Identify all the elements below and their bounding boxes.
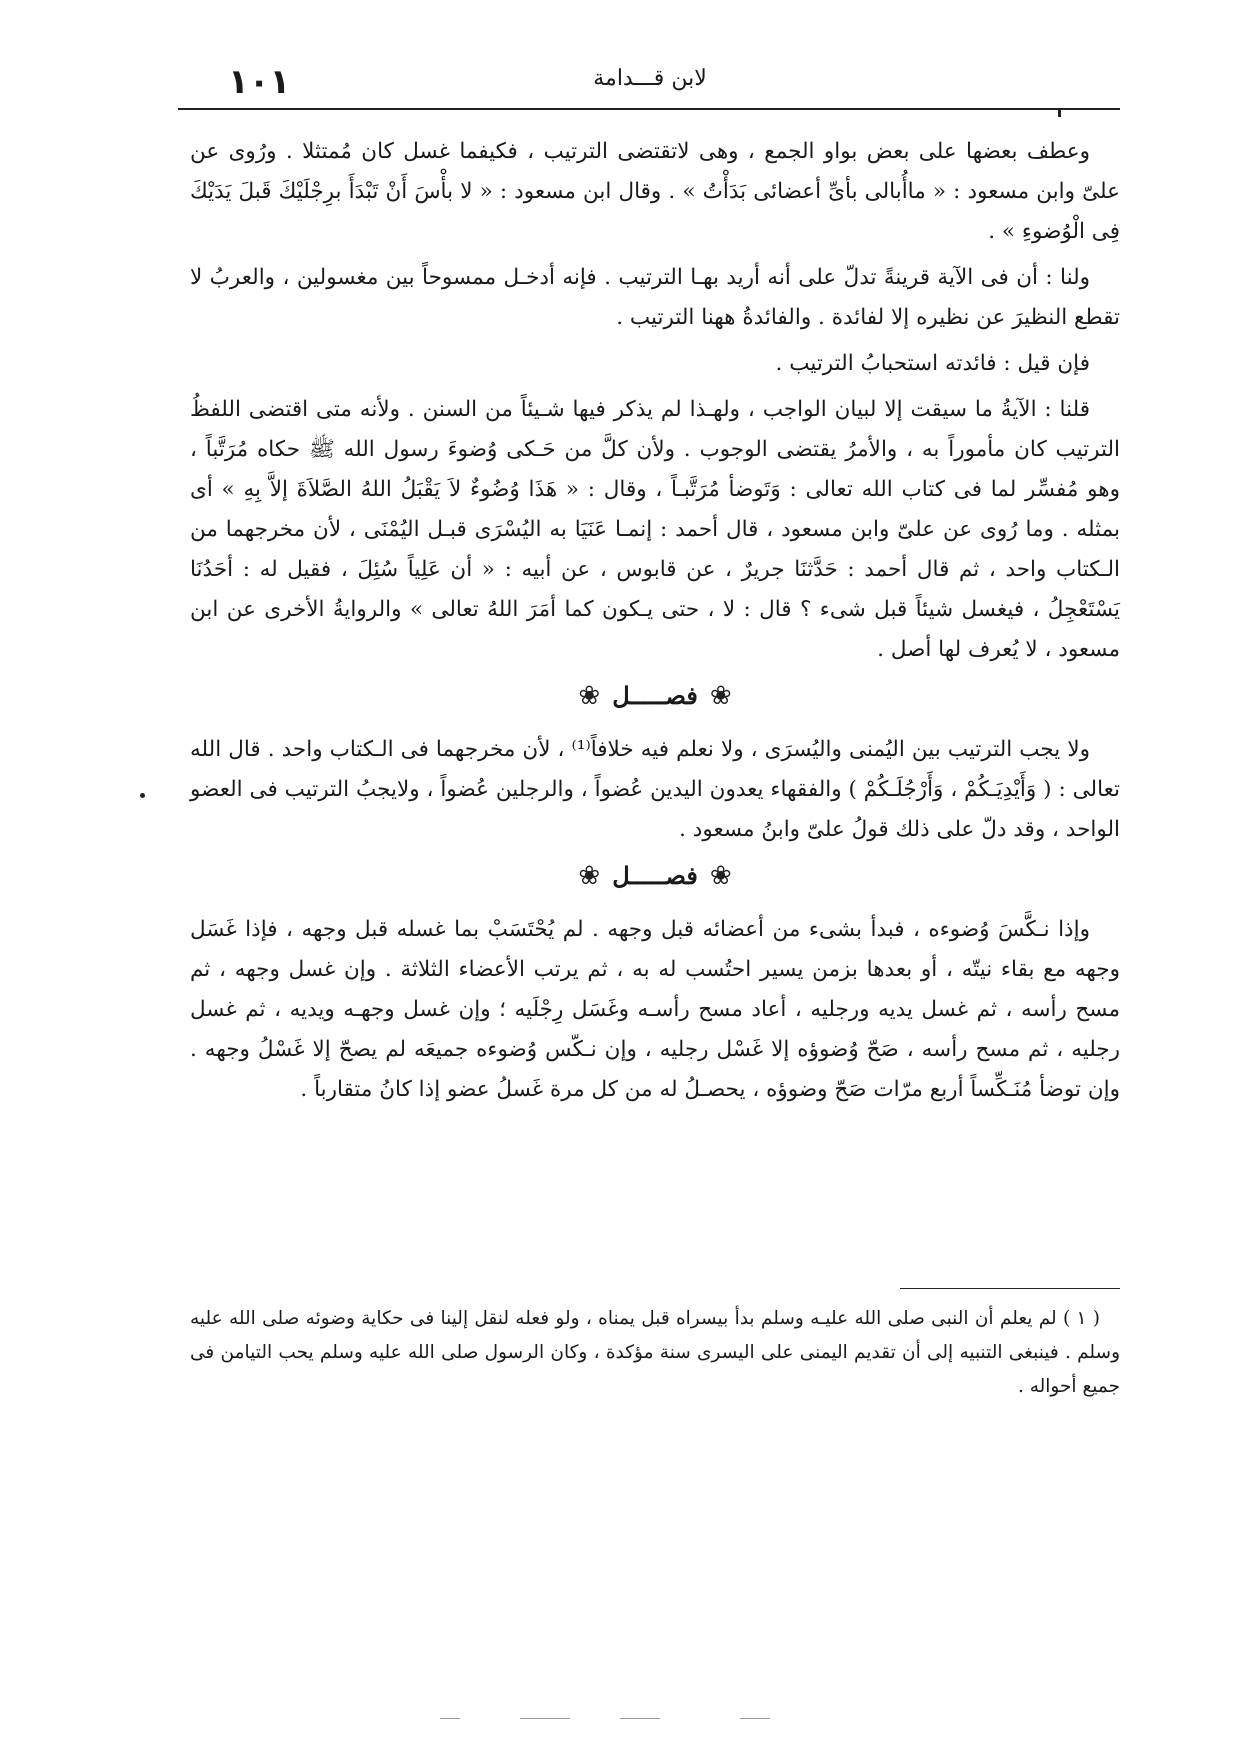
paragraph: ولا يجب الترتيب بين اليُمنى واليُسرَى ، ولا نعلم فيه خلافاً⁽¹⁾ ، لأن مخرجهما فى الـكتاب واحد . قال الله تعالى : ( وَأَيْدِيَـكُمْ ، وَأَرْجُلَـكُمْ ) والفقهاء يعدون اليدين عُضواً ، والرجلين عُضواً ، ولايجبُ الترتيب فى العضو الواحد ، وقد دلّ على ذلك قولُ علىّ وابنُ مسعود . bbox=[190, 737, 1120, 842]
ornament-icon: ❀ bbox=[578, 861, 601, 891]
section-heading-label: فصـــــل bbox=[612, 681, 698, 710]
footnote-rule bbox=[900, 1288, 1120, 1289]
section-heading bbox=[190, 856, 1120, 896]
footnote: ( ١ ) لم يعلم أن النبى صلى الله عليـه وسلم بدأ بيسراه قبل يمناه ، ولو فعله لنقل إلينا فى حكاية وضوئه صلى الله عليه وسلم . فينبغى التنبيه إلى أن تقديم اليمنى على اليسرى سنة مؤكدة ، وكان الرسول صلى الله عليه وسلم يحب التيامن فى جميع أحواله . bbox=[190, 1308, 1120, 1397]
ornament-icon: ❀ bbox=[709, 861, 732, 891]
scan-mark bbox=[440, 1718, 460, 1719]
ornament-icon: ❀ bbox=[578, 681, 601, 711]
running-title: لابن قـــدامة bbox=[593, 66, 707, 91]
paragraph: فإن قيل : فائدته استحبابُ الترتيب . bbox=[775, 351, 1090, 376]
section-heading bbox=[190, 676, 1120, 716]
paragraph: وإذا نـكَّسَ وُضوءه ، فبدأ بشىء من أعضائه قبل وجهه . لم يُحْتَسَبْ بما غسله قبل وجهه ، فإذا غَسَل وجهه مع بقاء نيتّه ، أو بعدها بزمن يسير احتُسب له به ، ثم يرتب الأعضاء الثلاثة . وإن غسل وجهه ، ثم مسح رأسه ، ثم غسل يديه ورجليه ، أعاد مسح رأسـه وغَسَل رِجْلَيه ؛ وإن غسل وجهـه ويديه ، ثم غسل رجليه ، ثم مسح رأسه ، صَحّ وُضوؤه إلا غَسْل رجليه ، وإن نـكّس وُضوءه جميعَه لم يصحّ إلا غَسْلُ وجهه . وإن توضأ مُنَـكِّساً أربع مرّات صَحّ وضوؤه ، يحصـلُ له من كل مرة غَسلُ عضو إذا كانُ متقارباً . bbox=[190, 917, 1120, 1102]
scan-mark bbox=[620, 1718, 660, 1719]
header-rule-mark bbox=[1058, 109, 1061, 117]
paragraph: قلنا : الآيةُ ما سيقت إلا لبيان الواجب ، ولهـذا لم يذكر فيها شـيئاً من السنن . ولأنه متى اقتضى اللفظُ الترتيب كان مأموراً به ، والأمرُ يقتضى الوجوب . ولأن كلَّ من حَـكى وُضوءَ رسول الله ﷺ حكاه مُرَتَّباً ، وهو مُفسِّر لما فى كتاب الله تعالى : وَتَوضأ مُرَتَّبـاً ، وقال : « هَذَا وُضُوءٌ لاَ يَقْبَلُ اللهُ الصَّلاَةَ إلاَّ بِهِ » أى بمثله . وما رُوى عن علىّ وابن مسعود ، قال أحمد : إنمـا عَنَيَا به اليُسْرَى قبـل اليُمْنَى ، لأن مخرجهما من الـكتاب واحد ، ثم قال أحمد : حَدَّثنَا جريرٌ ، عن قابوس ، عن أبيه : « أن عَلِياً سُئِلَ ، فقيل له : أحَدُنَا يَسْتَعْجِلُ ، فيغسل شيئاً قبل شىء ؟ قال : لا ، حتى يـكون كما أمَرَ اللهُ تعالى » والروايةُ الأخرى عن ابن مسعود ، لا يُعرف لها أصل . bbox=[190, 397, 1120, 662]
ornament-icon: ❀ bbox=[709, 681, 732, 711]
page-header bbox=[180, 62, 1120, 106]
main-text bbox=[190, 132, 1120, 1116]
paragraph: وعطف بعضها على بعض بواو الجمع ، وهى لاتقتضى الترتيب ، فكيفما غسل كان مُمتثلا . ورُوى عن علىّ وابن مسعود : « ماأُبالى بأىِّ أعضائى بَدَأْتُ » . وقال ابن مسعود : « لا بأْسَ أَنْ تَبْدَأَ برِجْلَيْكَ قَبلَ يَدَيْكَ فِى الْوُضوءِ » . bbox=[190, 139, 1120, 244]
paragraph: ولنا : أن فى الآية قرينةً تدلّ على أنه أريد بهـا الترتيب . فإنه أدخـل ممسوحاً بين مغسولين ، والعربُ لا تقطع النظيرَ عن نظيره إلا لفائدة . والفائدةُ ههنا الترتيب . bbox=[190, 265, 1120, 330]
scan-mark bbox=[520, 1718, 570, 1719]
scan-mark bbox=[740, 1718, 770, 1719]
margin-dot bbox=[140, 793, 145, 798]
footnotes bbox=[190, 1302, 1120, 1404]
page-number: ١٠١ bbox=[228, 62, 291, 102]
section-heading-label: فصـــــل bbox=[612, 861, 698, 890]
bottom-marks bbox=[440, 1718, 800, 1720]
header-rule bbox=[178, 108, 1120, 110]
